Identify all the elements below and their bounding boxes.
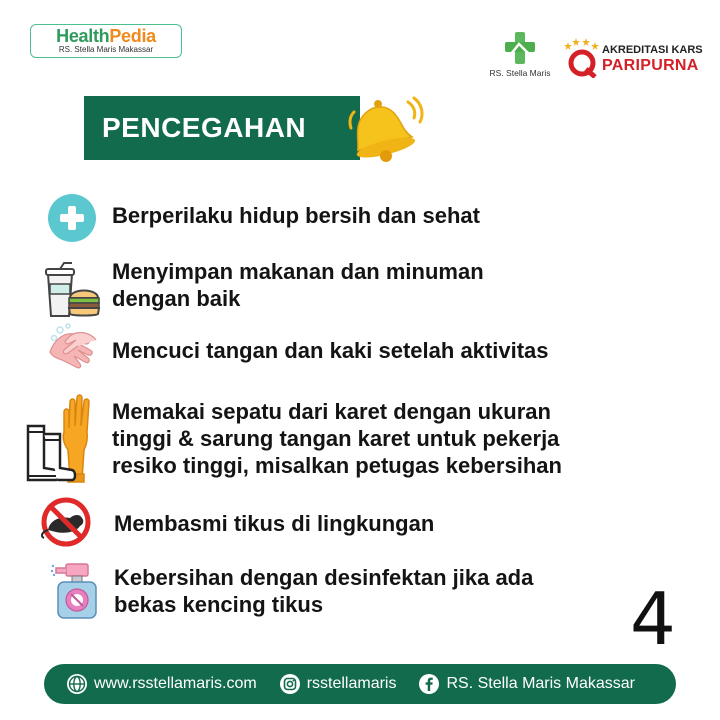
stella-maris-cross-icon	[503, 30, 537, 66]
hand-washing-icon	[46, 322, 100, 370]
healthpedia-brand: HealthPedia	[56, 26, 156, 46]
footer-facebook-text: RS. Stella Maris Makassar	[446, 675, 635, 692]
no-rat-icon	[38, 496, 94, 548]
item-2-text	[112, 258, 484, 312]
kars-emblem-icon	[562, 36, 602, 78]
item-5-line-1: Membasmi tikus di lingkungan	[114, 511, 435, 536]
item-4-line-3: resiko tinggi, misalkan petugas kebersihan	[112, 453, 562, 478]
stella-maris-logo	[488, 30, 552, 78]
page-title: PENCEGAHAN	[102, 112, 307, 143]
item-2-line-2: dengan baik	[112, 286, 241, 311]
item-1-text	[112, 202, 480, 229]
item-4-text	[112, 398, 562, 479]
title-banner	[84, 96, 360, 160]
accreditation-line2: PARIPURNA	[602, 57, 699, 74]
page-number: 4	[630, 577, 676, 661]
item-4-line-1: Memakai sepatu dari karet dengan ukuran	[112, 399, 551, 424]
item-1-line-1: Berperilaku hidup bersih dan sehat	[112, 203, 480, 228]
globe-icon	[66, 673, 88, 695]
item-6-line-1: Kebersihan dengan desinfektan jika ada	[114, 565, 534, 590]
item-6-text	[114, 564, 533, 618]
footer-website-text: www.rsstellamaris.com	[94, 675, 257, 692]
footer-bar	[44, 664, 676, 704]
plus-circle-icon	[47, 193, 97, 243]
facebook-icon	[418, 673, 440, 695]
boots-gloves-icon	[22, 394, 98, 486]
item-5-text	[114, 510, 434, 537]
item-2-line-1: Menyimpan makanan dan minuman	[112, 259, 484, 284]
food-drink-icon	[42, 262, 102, 318]
kars-accreditation-logo	[562, 36, 712, 78]
footer-instagram-text: rsstellamaris	[306, 675, 397, 692]
accreditation-line1: AKREDITASI KARS	[602, 44, 703, 56]
item-3-line-1: Mencuci tangan dan kaki setelah aktivitas	[112, 338, 549, 363]
footer-website[interactable]	[66, 673, 257, 695]
item-4-line-2: tinggi & sarung tangan karet untuk pekerja	[112, 426, 560, 451]
bell-icon	[340, 92, 424, 168]
hospital-logo-label: RS. Stella Maris	[489, 68, 551, 78]
instagram-icon	[279, 673, 301, 695]
disinfectant-spray-icon	[50, 560, 98, 620]
footer-instagram[interactable]	[279, 673, 397, 695]
footer-facebook[interactable]	[418, 673, 635, 695]
item-6-line-2: bekas kencing tikus	[114, 592, 324, 617]
healthpedia-logo	[30, 24, 182, 58]
healthpedia-subtitle: RS. Stella Maris Makassar	[58, 45, 154, 54]
item-3-text	[112, 337, 549, 364]
